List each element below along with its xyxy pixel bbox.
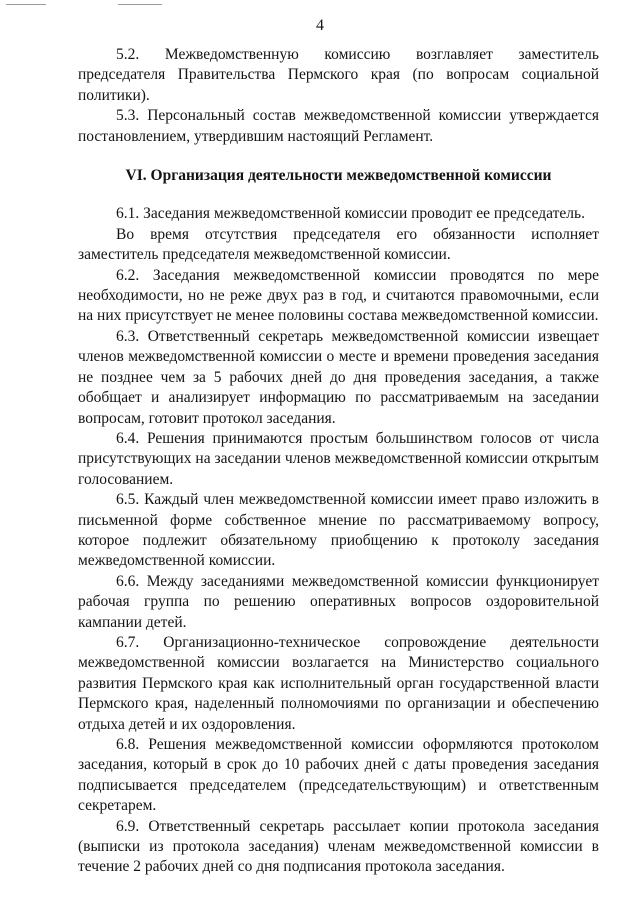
paragraph-5-2: 5.2. Межведомственную комиссию возглавляет заместитель председателя Правительства Пермского края (по вопросам социальной политики).: [78, 46, 599, 104]
scan-edge-mark-left: [6, 4, 46, 5]
paragraph-6-6: 6.6. Между заседаниями межведомственной комиссии функционирует рабочая группа по решению оперативных вопросов оздоровительной кампании детей.: [78, 572, 599, 631]
scan-edge-mark-center: [118, 4, 162, 5]
page-number: 4: [316, 17, 324, 34]
paragraph-6-8: 6.8. Решения межведомственной комиссии оформляются протоколом заседания, который в срок до 10 рабочих дней с даты проведения заседания подписывается председателем (председательствующим) и ответственным секретарем.: [78, 736, 599, 815]
paragraph-5-3: 5.3. Персональный состав межведомственной комиссии утверждается постановлением, утвердившим настоящий Регламент.: [78, 107, 599, 145]
paragraph-6-3: 6.3. Ответственный секретарь межведомственной комиссии извещает членов межведомственной комиссии о месте и времени проведения заседания не позднее чем за 5 рабочих дней до дня проведения заседания, а также обобщает и анализирует информацию по рассматриваемым на заседании вопросам, готовит протокол заседания.: [78, 327, 599, 427]
paragraph-6-7: 6.7. Организационно-техническое сопровождение деятельности межведомственной комиссии возлагается на Министерство социального развития Пермского края как исполнительный орган государственной власти Пермского края, наделенный полномочиями по организации и обеспечению отдыха детей и их оздоровления.: [78, 633, 599, 733]
section-heading: VI. Организация деятельности межведомственной комиссии: [125, 167, 552, 185]
paragraph-6-2: 6.2. Заседания межведомственной комиссии проводятся по мере необходимости, но не реже двух раз в год, и считаются правомочными, если на них присутствует не менее половины состава межведомственной комиссии.: [78, 266, 599, 325]
paragraph-6-4: 6.4. Решения принимаются простым большинством голосов от числа присутствующих на заседании членов межведомственной комиссии открытым голосованием.: [78, 429, 599, 488]
paragraph-6-5: 6.5. Каждый член межведомственной комиссии имеет право изложить в письменной форме собственное мнение по рассматриваемому вопросу, которое подлежит обязательному приобщению к протоколу заседания межведомственной комиссии.: [78, 491, 599, 570]
paragraph-6-9: 6.9. Ответственный секретарь рассылает копии протокола заседания (выписки из протокола заседания) членам межведомственной комиссии в течение 2 рабочих дней со дня подписания протокола заседания.: [78, 817, 599, 876]
paragraph-6-1-cont: Во время отсутствия председателя его обязанности исполняет заместитель председателя межведомственной комиссии.: [78, 225, 599, 264]
paragraph-6-1: 6.1. Заседания межведомственной комиссии проводит ее председатель.: [116, 205, 585, 223]
document-body: [78, 45, 599, 878]
